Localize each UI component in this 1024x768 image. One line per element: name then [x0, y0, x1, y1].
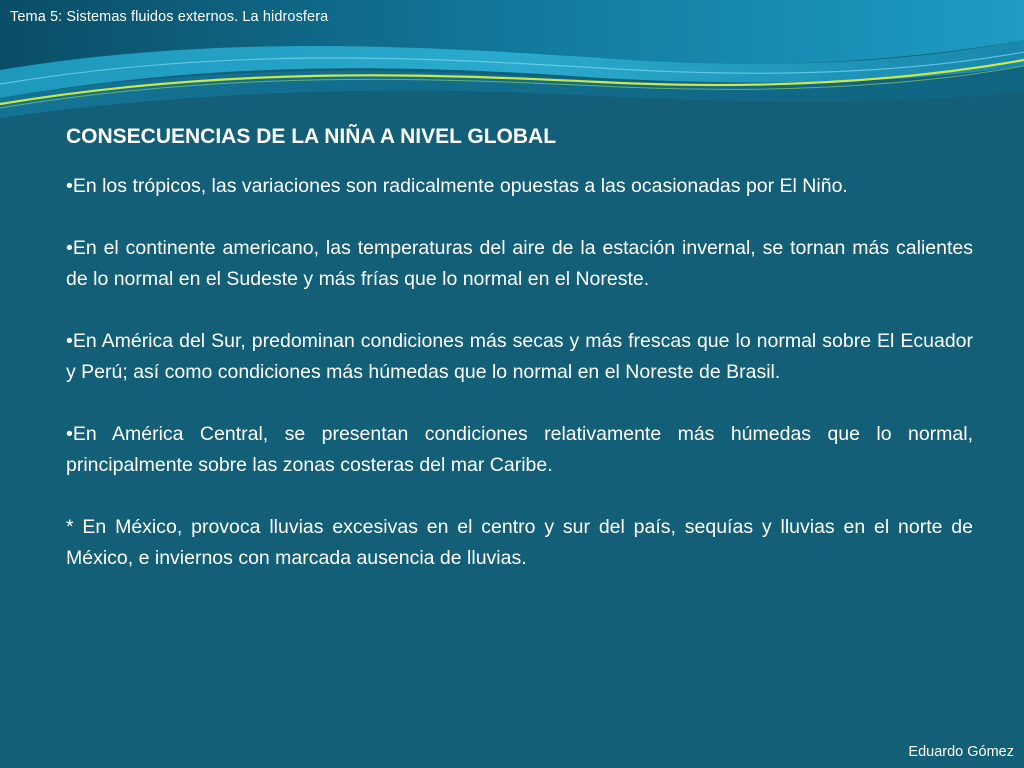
presentation-topic-title: Tema 5: Sistemas fluidos externos. La hidrosfera [10, 9, 329, 25]
footer-author: Eduardo Gómez [908, 744, 1014, 760]
bullet-paragraph-central-america: •En América Central, se presentan condiciones relativamente más húmedas que lo normal, principalmente sobre las zonas costeras del mar Caribe. [66, 423, 973, 476]
slide-content [66, 123, 973, 574]
bullet-paragraph-american-continent: •En el continente americano, las temperaturas del aire de la estación invernal, se tornan más calientes de lo normal en el Sudeste y más frías que lo normal en el Noreste. [66, 237, 973, 290]
slide-heading: CONSECUENCIAS DE LA NIÑA A NIVEL GLOBAL [66, 125, 557, 148]
bullet-paragraph-tropics: •En los trópicos, las variaciones son radicalmente opuestas a las ocasionadas por El Niño. [66, 175, 848, 197]
bullet-paragraph-mexico: * En México, provoca lluvias excesivas en el centro y sur del país, sequías y lluvias en el norte de México, e inviernos con marcada ausencia de lluvias. [66, 516, 973, 569]
bullet-paragraph-south-america: •En América del Sur, predominan condiciones más secas y más frescas que lo normal sobre El Ecuador y Perú; así como condiciones más húmedas que lo normal en el Noreste de Brasil. [66, 330, 973, 383]
